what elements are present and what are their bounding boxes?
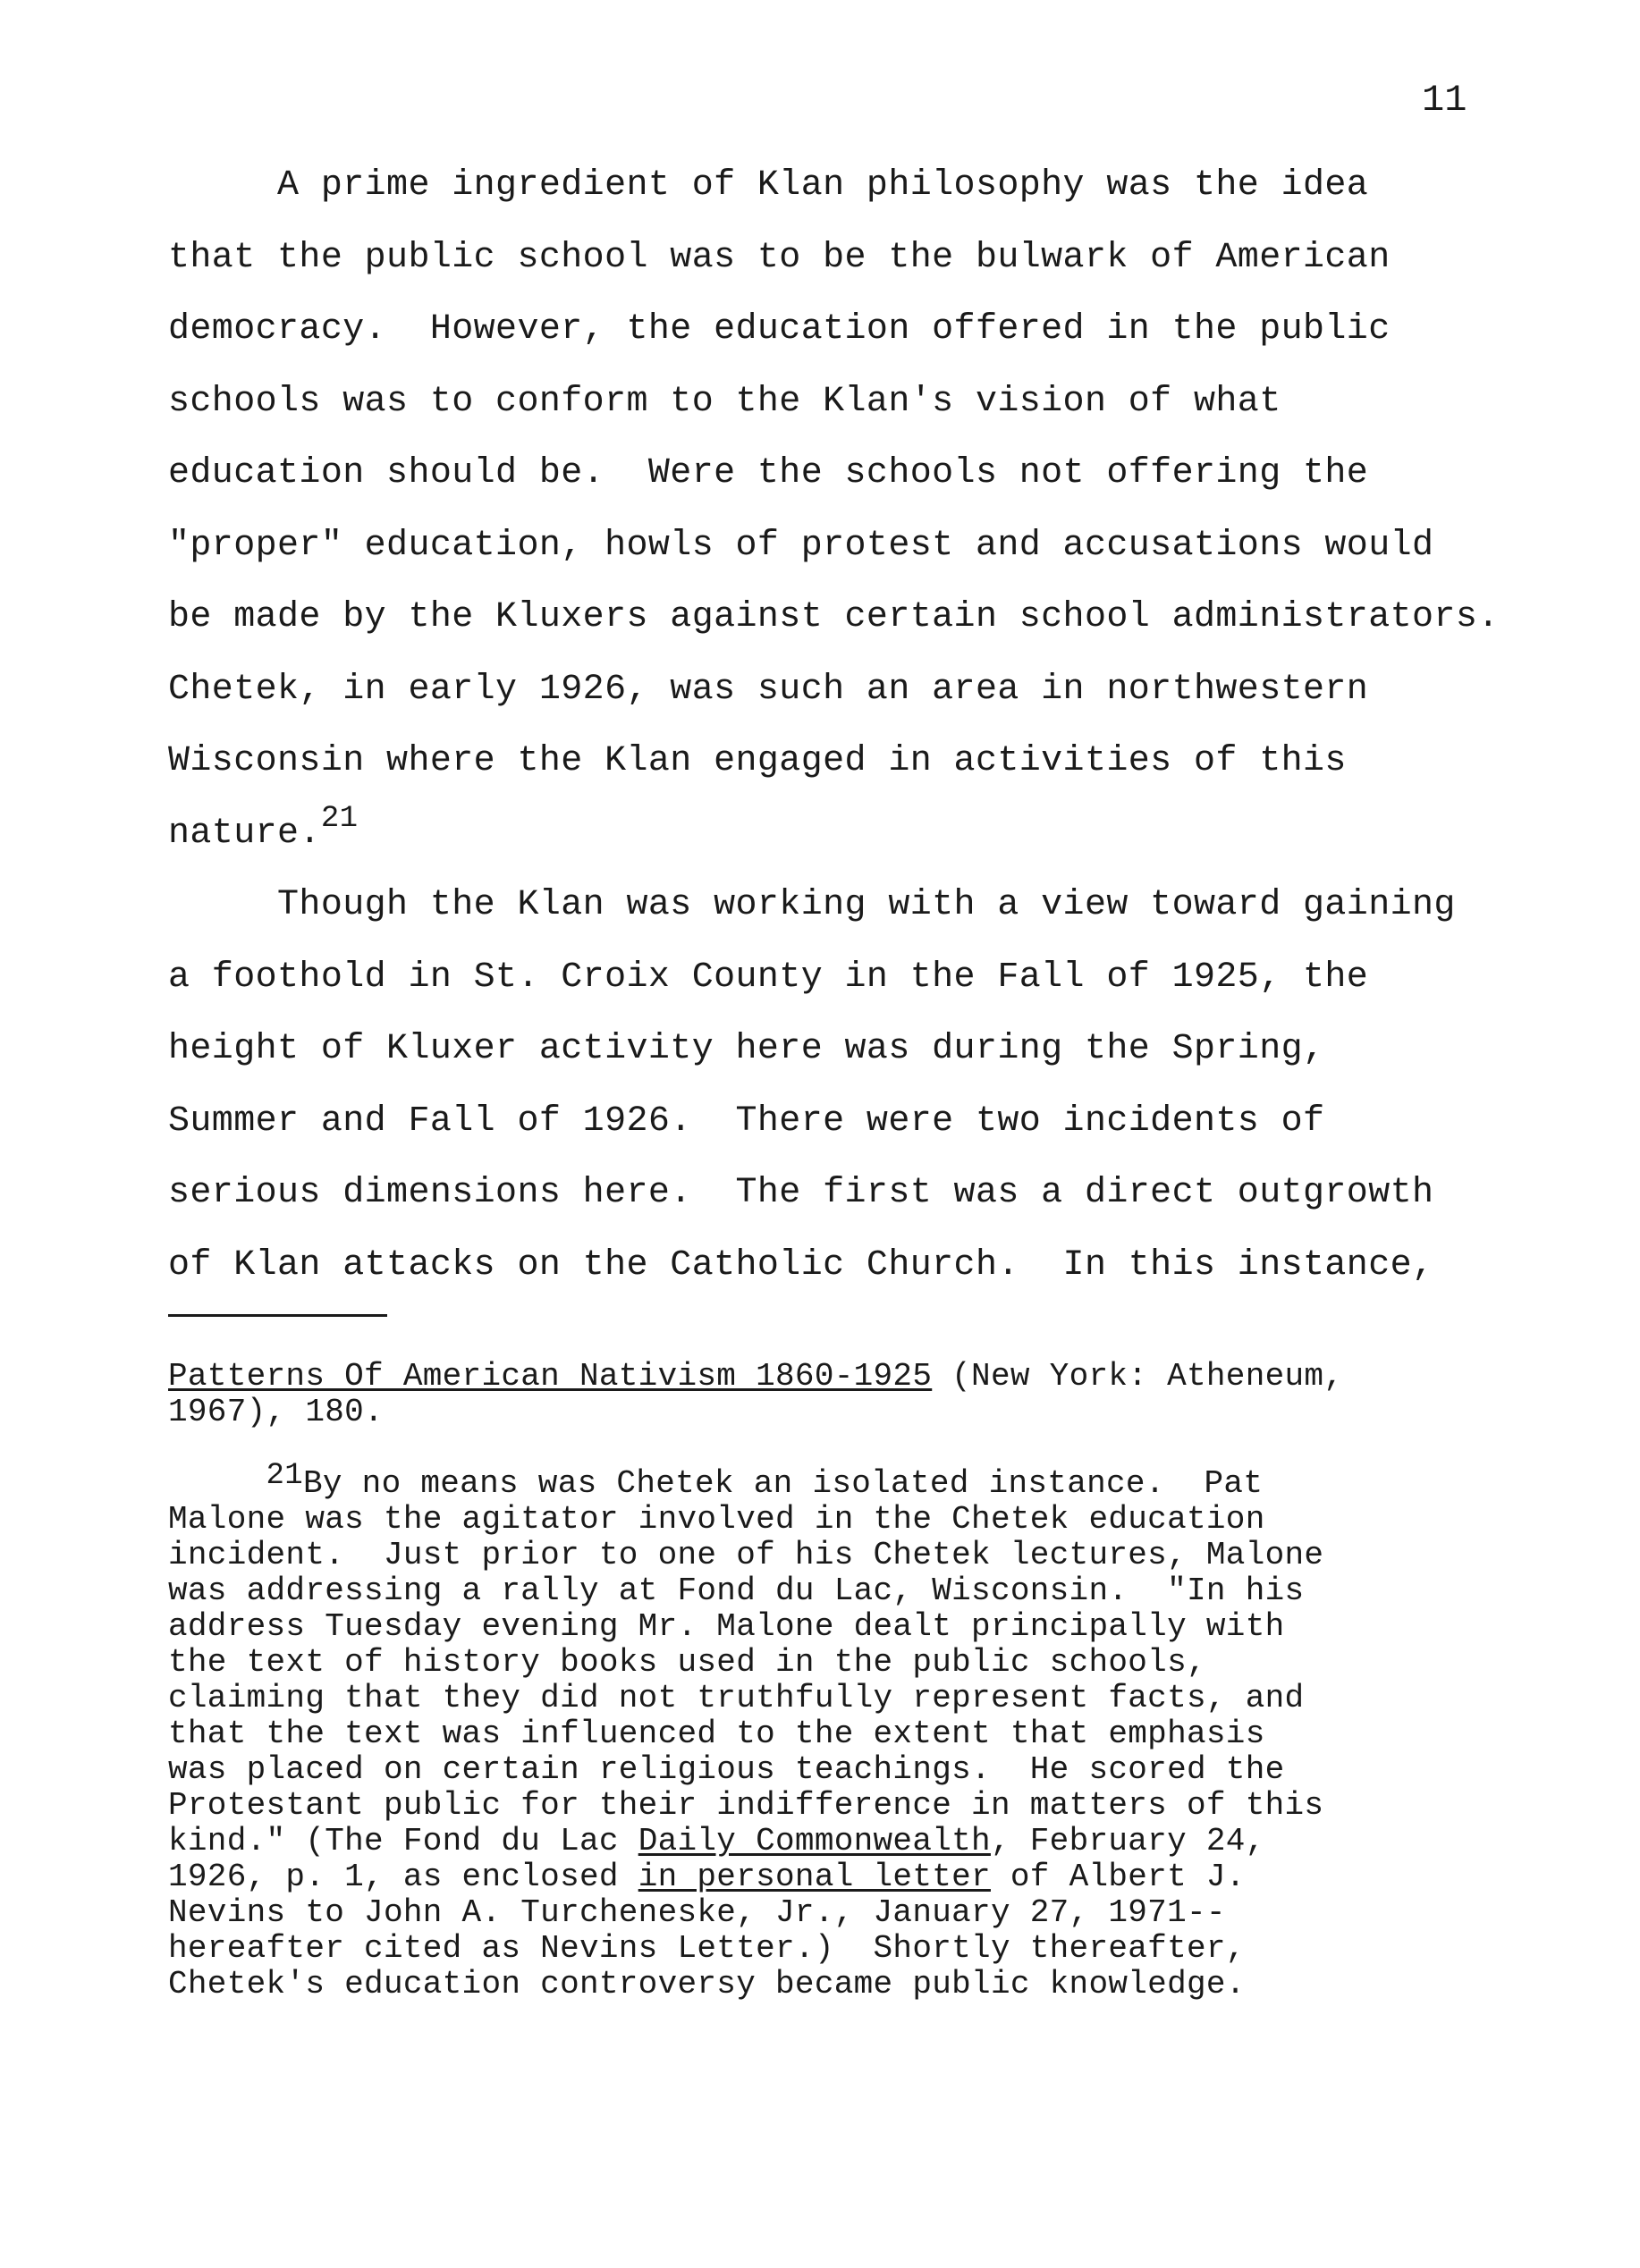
body-line: of Klan attacks on the Catholic Church. In this instance, <box>168 1244 1434 1286</box>
footnote-21-line: Chetek's education controversy became public knowledge. <box>168 1966 1246 2002</box>
body-line: serious dimensions here. The first was a direct outgrowth <box>168 1173 1434 1213</box>
footnote-21-line: Malone was the agitator involved in the Chetek education <box>168 1501 1265 1538</box>
footnote-21-line: that the text was influenced to the extent that emphasis <box>168 1716 1265 1752</box>
footnote-20-line: Patterns Of American Nativism 1860-1925 (New York: Atheneum, <box>168 1358 1344 1395</box>
body-line: a foothold in St. Croix County in the Fall of 1925, the <box>168 957 1369 998</box>
body-line: schools was to conform to the Klan's vision of what <box>168 381 1281 422</box>
body-line: "proper" education, howls of protest and accusations would <box>168 525 1434 566</box>
footnote-marker: 21 <box>320 801 359 836</box>
enclosed-phrase: in personal letter <box>638 1859 991 1895</box>
footnote-21-line: address Tuesday evening Mr. Malone dealt principally with <box>168 1608 1285 1645</box>
body-line: education should be. Were the schools not offering the <box>168 453 1369 493</box>
body-line: Summer and Fall of 1926. There were two incidents of <box>168 1100 1325 1142</box>
footnote-21-line: the text of history books used in the public schools, <box>168 1644 1206 1681</box>
footnote-21-line: Nevins to John A. Turcheneske, Jr., January 27, 1971-- <box>168 1894 1226 1931</box>
body-line: be made by the Kluxers against certain school administrators. <box>168 597 1500 637</box>
footnote-separator <box>168 1314 387 1317</box>
footnote-21-line: hereafter cited as Nevins Letter.) Shortly thereafter, <box>168 1930 1246 1967</box>
footnote-20-line: 1967), 180. <box>168 1394 384 1430</box>
footnote-21-line: kind." (The Fond du Lac Daily Commonwealth, February 24, <box>168 1823 1265 1859</box>
body-text <box>168 150 1509 1302</box>
body-line: Chetek, in early 1926, was such an area in northwestern <box>168 669 1369 710</box>
footnote-21-line: claiming that they did not truthfully represent facts, and <box>168 1680 1305 1716</box>
body-line: height of Kluxer activity here was during the Spring, <box>168 1029 1325 1069</box>
footnote-21-line: Protestant public for their indifference in matters of this <box>168 1787 1324 1824</box>
footnote-21-line: was placed on certain religious teachings. He scored the <box>168 1751 1285 1788</box>
body-line-with-footnote <box>168 798 1509 871</box>
book-title: Patterns Of American Nativism 1860-1925 <box>168 1358 933 1395</box>
body-line: Though the Klan was working with a view toward gaining <box>168 885 1456 925</box>
footnote-number: 21 <box>266 1459 303 1493</box>
body-line-text: nature. <box>168 813 321 854</box>
footnote-21-line: was addressing a rally at Fond du Lac, Wisconsin. "In his <box>168 1572 1305 1609</box>
footnote-21-first-line: 21By no means was Chetek an isolated instance. Pat <box>266 1459 1264 1502</box>
body-line: A prime ingredient of Klan philosophy was the idea <box>168 165 1369 206</box>
body-line: that the public school was to be the bulwark of American <box>168 237 1391 278</box>
footnote-21-line: incident. Just prior to one of his Chetek lectures, Malone <box>168 1537 1324 1573</box>
newspaper-title: Daily Commonwealth <box>638 1823 991 1859</box>
body-line: democracy. However, the education offered in the public <box>168 309 1391 350</box>
footnote-21-line: 1926, p. 1, as enclosed in personal letter of Albert J. <box>168 1859 1246 1895</box>
footnotes <box>168 1359 1563 2002</box>
page-number: 11 <box>1422 79 1467 122</box>
body-line: Wisconsin where the Klan engaged in activities of this <box>168 741 1347 781</box>
